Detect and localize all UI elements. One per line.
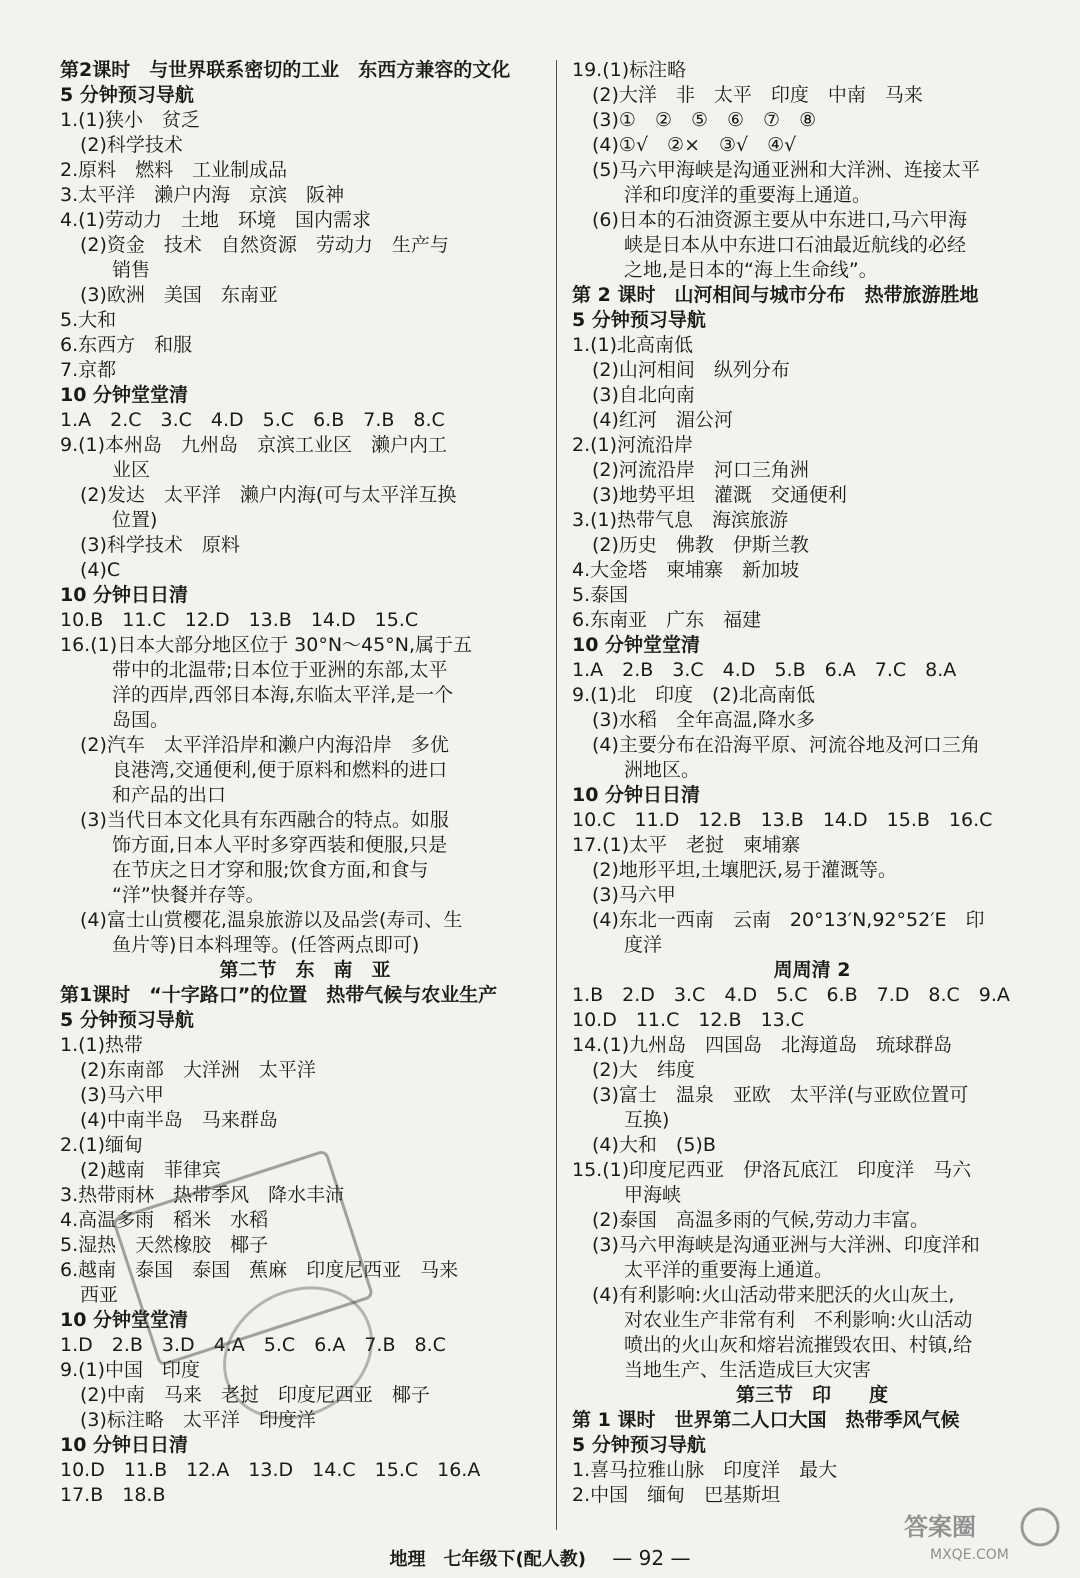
right-text-line: 9.(1)北 印度 (2)北高南低 bbox=[572, 684, 815, 706]
right-text-line: 14.(1)九州岛 四国岛 北海道岛 琉球群岛 bbox=[572, 1034, 953, 1056]
left-text-line: (2)科学技术 bbox=[80, 134, 183, 156]
left-text-line: 3.热带雨林 热带季风 降水丰沛 bbox=[60, 1184, 345, 1206]
right-text-line: 互换) bbox=[624, 1109, 670, 1131]
left-text-line: 2.原料 燃料 工业制成品 bbox=[60, 159, 288, 181]
left-text-line: (2)汽车 太平洋沿岸和濑户内海沿岸 多优 bbox=[80, 734, 449, 756]
right-text-line: (5)马六甲海峡是沟通亚洲和大洋洲、连接太平 bbox=[592, 159, 980, 181]
right-text-line: 15.(1)印度尼西亚 伊洛瓦底江 印度洋 马六 bbox=[572, 1159, 972, 1181]
left-text-line: (3)当代日本文化具有东西融合的特点。如服 bbox=[80, 809, 449, 831]
right-text-line: (3)马六甲海峡是沟通亚洲与大洋洲、印度洋和 bbox=[592, 1234, 980, 1256]
left-text-line: 5.湿热 天然橡胶 椰子 bbox=[60, 1234, 269, 1256]
right-text-line: 10.D 11.C 12.B 13.C bbox=[572, 1009, 805, 1031]
right-text-line: 1.喜马拉雅山脉 印度洋 最大 bbox=[572, 1459, 838, 1481]
right-text-line: 3.(1)热带气息 海滨旅游 bbox=[572, 509, 789, 531]
left-text-line: (2)发达 太平洋 濑户内海(可与太平洋互换 bbox=[80, 484, 457, 506]
left-text-line: 第2课时 与世界联系密切的工业 东西方兼容的文化 bbox=[60, 59, 511, 81]
left-text-line: 饰方面,日本人平时多穿西装和便服,只是 bbox=[112, 834, 448, 856]
left-text-line: (4)中南半岛 马来群岛 bbox=[80, 1109, 278, 1131]
left-text-line: (4)富士山赏樱花,温泉旅游以及品尝(寿司、生 bbox=[80, 909, 463, 931]
right-text-line: (4)大和 (5)B bbox=[592, 1134, 716, 1156]
left-text-line: 4.(1)劳动力 土地 环境 国内需求 bbox=[60, 209, 372, 231]
right-text-line: 10.C 11.D 12.B 13.B 14.D 15.B 16.C bbox=[572, 809, 993, 831]
right-text-line: 洲地区。 bbox=[624, 759, 701, 781]
left-text-line: 10 分钟堂堂清 bbox=[60, 384, 189, 406]
left-text-line: 10 分钟堂堂清 bbox=[60, 1309, 189, 1331]
right-text-line: (6)日本的石油资源主要从中东进口,马六甲海 bbox=[592, 209, 967, 231]
right-text-line: (4)红河 湄公河 bbox=[592, 409, 733, 431]
right-text-line: 之地,是日本的“海上生命线”。 bbox=[624, 259, 878, 281]
left-text-line: 10.D 11.B 12.A 13.D 14.C 15.C 16.A bbox=[60, 1459, 481, 1481]
page-number: — 92 — bbox=[612, 1546, 691, 1570]
left-text-line: 16.(1)日本大部分地区位于 30°N～45°N,属于五 bbox=[60, 634, 472, 656]
left-text-line: 7.京都 bbox=[60, 359, 117, 381]
left-text-line: 5 分钟预习导航 bbox=[60, 84, 194, 106]
watermark-text-url: MXQE.COM bbox=[930, 1547, 1009, 1563]
left-text-line: 6.越南 泰国 泰国 蕉麻 印度尼西亚 马来 bbox=[60, 1259, 459, 1281]
right-text-line: 2.(1)河流沿岸 bbox=[572, 434, 694, 456]
left-text-line: 岛国。 bbox=[112, 709, 170, 731]
right-text-line: 当地生产、生活造成巨大灾害 bbox=[624, 1359, 872, 1381]
left-text-line: 在节庆之日才穿和服;饮食方面,和食与 bbox=[112, 859, 429, 881]
right-text-line: (4)有利影响:火山活动带来肥沃的火山灰土, bbox=[592, 1284, 955, 1306]
left-text-line: 2.(1)缅甸 bbox=[60, 1134, 144, 1156]
right-text-line: 4.大金塔 柬埔寨 新加坡 bbox=[572, 559, 800, 581]
left-text-line: 销售 bbox=[112, 259, 151, 281]
left-text-line: 业区 bbox=[112, 459, 151, 481]
left-text-line: 西亚 bbox=[80, 1284, 119, 1306]
right-text-line: (3)地势平坦 灌溉 交通便利 bbox=[592, 484, 847, 506]
left-text-line: (4)C bbox=[80, 559, 121, 581]
left-text-line: 6.东西方 和服 bbox=[60, 334, 193, 356]
left-text-line: 洋的西岸,西邻日本海,东临太平洋,是一个 bbox=[112, 684, 454, 706]
left-text-line: 1.A 2.C 3.C 4.D 5.C 6.B 7.B 8.C bbox=[60, 409, 445, 431]
watermark-text-main: 答案圈 bbox=[904, 1513, 976, 1541]
right-text-line: 峡是日本从中东进口石油最近航线的必经 bbox=[624, 234, 967, 256]
left-text-line: 1.(1)狭小 贫乏 bbox=[60, 109, 201, 131]
right-text-line: 10 分钟堂堂清 bbox=[572, 634, 701, 656]
right-text-line: 喷出的火山灰和熔岩流摧毁农田、村镇,给 bbox=[624, 1334, 973, 1356]
right-text-line: 度洋 bbox=[624, 934, 663, 956]
left-text-line: (3)标注略 太平洋 印度洋 bbox=[80, 1409, 316, 1431]
right-text-line: (2)河流沿岸 河口三角洲 bbox=[592, 459, 809, 481]
left-text-line: (2)资金 技术 自然资源 劳动力 生产与 bbox=[80, 234, 449, 256]
left-text-line: (2)越南 菲律宾 bbox=[80, 1159, 221, 1181]
left-text-line: 9.(1)中国 印度 bbox=[60, 1359, 201, 1381]
right-text-line: 1.B 2.D 3.C 4.D 5.C 6.B 7.D 8.C 9.A bbox=[572, 984, 1010, 1006]
left-text-line: (2)中南 马来 老挝 印度尼西亚 椰子 bbox=[80, 1384, 430, 1406]
right-text-line: 10 分钟日日清 bbox=[572, 784, 701, 806]
right-text-line: 第 2 课时 山河相间与城市分布 热带旅游胜地 bbox=[572, 284, 979, 306]
right-text-line: 5 分钟预习导航 bbox=[572, 309, 706, 331]
right-text-line: 第三节 印 度 bbox=[735, 1384, 888, 1406]
right-text-line: 1.(1)北高南低 bbox=[572, 334, 694, 356]
right-text-line: (4)东北一西南 云南 20°13′N,92°52′E 印 bbox=[592, 909, 985, 931]
left-text-line: (3)科学技术 原料 bbox=[80, 534, 240, 556]
left-text-line: “洋”快餐并存等。 bbox=[112, 884, 265, 906]
right-text-line: (3)① ② ⑤ ⑥ ⑦ ⑧ bbox=[592, 109, 817, 131]
right-text-line: 太平洋的重要海上通道。 bbox=[624, 1259, 834, 1281]
left-text-line: (2)东南部 大洋洲 太平洋 bbox=[80, 1059, 316, 1081]
right-text-line: (2)大洋 非 太平 印度 中南 马来 bbox=[592, 84, 923, 106]
right-text-line: 2.中国 缅甸 巴基斯坦 bbox=[572, 1484, 781, 1506]
left-text-line: 和产品的出口 bbox=[112, 784, 227, 806]
left-text-line: (3)欧洲 美国 东南亚 bbox=[80, 284, 278, 306]
right-text-line: (2)历史 佛教 伊斯兰教 bbox=[592, 534, 809, 556]
left-text-line: 10 分钟日日清 bbox=[60, 1434, 189, 1456]
right-text-line: (2)山河相间 纵列分布 bbox=[592, 359, 790, 381]
left-text-line: 良港湾,交通便利,便于原料和燃料的进口 bbox=[112, 759, 448, 781]
left-text-line: 第二节 东 南 亚 bbox=[219, 959, 391, 981]
footer-subject: 地理 七年级下(配人教) bbox=[389, 1549, 586, 1570]
left-text-line: 3.太平洋 濑户内海 京滨 阪神 bbox=[60, 184, 345, 206]
left-text-line: 17.B 18.B bbox=[60, 1484, 166, 1506]
right-text-line: 甲海峡 bbox=[624, 1184, 682, 1206]
right-text-line: 5 分钟预习导航 bbox=[572, 1434, 706, 1456]
right-text-line: 6.东南亚 广东 福建 bbox=[572, 609, 762, 631]
left-text-line: 10 分钟日日清 bbox=[60, 584, 189, 606]
right-text-line: 洋和印度洋的重要海上通道。 bbox=[624, 184, 872, 206]
right-text-line: (2)大 纬度 bbox=[592, 1059, 695, 1081]
left-text-line: 5.大和 bbox=[60, 309, 117, 331]
watermark-logo bbox=[900, 1505, 1070, 1565]
right-text-line: 17.(1)太平 老挝 柬埔寨 bbox=[572, 834, 801, 856]
left-text-line: 10.B 11.C 12.D 13.B 14.D 15.C bbox=[60, 609, 419, 631]
left-text-line: 5 分钟预习导航 bbox=[60, 1009, 194, 1031]
right-text-line: 1.A 2.B 3.C 4.D 5.B 6.A 7.C 8.A bbox=[572, 659, 957, 681]
right-text-line: (3)水稻 全年高温,降水多 bbox=[592, 709, 815, 731]
right-text-line: 第 1 课时 世界第二人口大国 热带季风气候 bbox=[572, 1409, 960, 1431]
left-text-line: 第1课时 “十字路口”的位置 热带气候与农业生产 bbox=[60, 984, 498, 1006]
right-text-line: (2)地形平坦,土壤肥沃,易于灌溉等。 bbox=[592, 859, 897, 881]
right-text-line: (3)富士 温泉 亚欧 太平洋(与亚欧位置可 bbox=[592, 1084, 969, 1106]
column-divider bbox=[556, 60, 557, 1530]
right-text-line: 19.(1)标注略 bbox=[572, 59, 687, 81]
left-text-line: 1.(1)热带 bbox=[60, 1034, 144, 1056]
right-text-line: (3)马六甲 bbox=[592, 884, 676, 906]
right-text-line: (3)自北向南 bbox=[592, 384, 695, 406]
left-text-line: 1.D 2.B 3.D 4.A 5.C 6.A 7.B 8.C bbox=[60, 1334, 446, 1356]
left-text-line: 鱼片等)日本料理等。(任答两点即可) bbox=[112, 934, 420, 956]
left-text-line: 4.高温多雨 稻米 水稻 bbox=[60, 1209, 269, 1231]
right-column bbox=[572, 58, 1052, 1508]
right-text-line: (2)泰国 高温多雨的气候,劳动力丰富。 bbox=[592, 1209, 929, 1231]
left-text-line: 位置) bbox=[112, 509, 158, 531]
left-text-line: 9.(1)本州岛 九州岛 京滨工业区 濑户内工 bbox=[60, 434, 448, 456]
left-text-line: 带中的北温带;日本位于亚洲的东部,太平 bbox=[112, 659, 448, 681]
right-text-line: 对农业生产非常有利 不利影响:火山活动 bbox=[624, 1309, 973, 1331]
right-text-line: 周周清 2 bbox=[773, 959, 851, 981]
right-text-line: 5.泰国 bbox=[572, 584, 629, 606]
right-text-line: (4)①√ ②× ③√ ④√ bbox=[592, 134, 797, 156]
left-text-line: (3)马六甲 bbox=[80, 1084, 164, 1106]
right-text-line: (4)主要分布在沿海平原、河流谷地及河口三角 bbox=[592, 734, 980, 756]
